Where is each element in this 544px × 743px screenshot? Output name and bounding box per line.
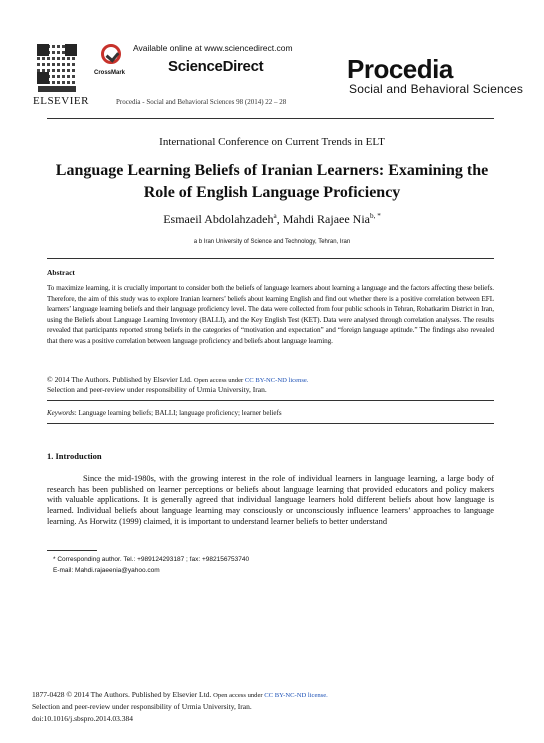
keywords [47, 409, 282, 417]
available-online-text: Available online at www.sciencedirect.com [133, 43, 293, 53]
keywords-bottom-divider [47, 423, 494, 424]
header-divider [47, 118, 494, 119]
footnote-corresponding-author: * Corresponding author. Tel.: +989124293187 ; fax: +982156753740 [53, 556, 250, 563]
footer-open-access-text: Open access under [213, 692, 265, 699]
procedia-logo: Procedia [347, 54, 453, 84]
sciencedirect-logo: ScienceDirect [168, 58, 264, 75]
authors [0, 212, 544, 227]
footnote-email: E-mail: Mahdi.rajaeenia@yahoo.com [53, 567, 160, 574]
author-2-sup: b, * [370, 212, 381, 220]
qr-code-image [37, 44, 77, 84]
abstract-heading: Abstract [47, 268, 75, 277]
abstract-top-divider [47, 258, 494, 259]
journal-reference: Procedia - Social and Behavioral Sciences 98 (2014) 22 – 28 [116, 98, 287, 106]
abstract-text: To maximize learning, it is crucially important to consider both the beliefs of language learners about learning a language and the factors affecting these beliefs. Therefore, the aim of this study was to explore Iranian learners’ beliefs about learning English and find out whether there is a positive correlation between EFL learners’ language learning beliefs and their language proficiency level. The data were collected from four public schools in Tehran, Robatkarim District in Iran, using the Beliefs about Language Learning Inventory (BALLI), and the Key English Test (KET). Data were analysed through correlation analyses. The results revealed that participants reported strong beliefs in the categories of “motivation and expectation” and “foreign language aptitude.” The findings also revealed that there was a positive correlation between language proficiency and beliefs about language learning. [47, 284, 494, 345]
author-2: Mahdi Rajaee Nia [282, 212, 371, 226]
author-separator: , [276, 212, 283, 226]
crossmark-icon[interactable] [101, 44, 121, 64]
keywords-label: Keywords [47, 409, 75, 417]
keywords-top-divider [47, 400, 494, 401]
conference-name: International Conference on Current Trends in ELT [159, 136, 385, 148]
footer-doi[interactable]: doi:10.1016/j.sbspro.2014.03.384 [32, 714, 134, 723]
keywords-text: : Language learning beliefs; BALLI; language proficiency; learner beliefs [74, 409, 282, 417]
elsevier-tree-logo [38, 86, 76, 92]
footer-copyright-text: 1877-0428 © 2014 The Authors. Published by Elsevier Ltd. [32, 690, 214, 699]
title-line-1: Language Learning Beliefs of Iranian Learners: Examining the [55, 162, 489, 179]
license-link[interactable]: CC BY-NC-ND license. [244, 377, 309, 384]
footer-peer-review: Selection and peer-review under responsibility of Urmia University, Iran. [32, 702, 252, 711]
copyright-line [47, 375, 308, 384]
section-heading-introduction: 1. Introduction [47, 451, 102, 461]
footer-copyright [32, 690, 328, 699]
author-1-sup: a [273, 212, 277, 220]
peer-review-line: Selection and peer-review under responsibility of Urmia University, Iran. [47, 385, 267, 394]
copyright-text: © 2014 The Authors. Published by Elsevier Ltd. [47, 375, 194, 384]
introduction-text: Since the mid-1980s, with the growing interest in the role of individual learners in language learning, a large body of research has been published on learner perceptions or beliefs about language learning that provided educators and policy makers with valuable applications. It is generally agreed that individual language learners hold different beliefs about how language is learned. Individual beliefs about language learning may consciously or unconsciously influence learners’ approaches to language learning. As Horwitz (1999) claimed, it is important to understand learner beliefs to better understand [47, 474, 494, 526]
procedia-subtitle: Social and Behavioral Sciences [349, 82, 524, 96]
affiliation: a b Iran University of Science and Technology, Tehran, Iran [193, 239, 351, 245]
elsevier-logo-text: ELSEVIER [33, 95, 89, 107]
open-access-text: Open access under [193, 377, 245, 384]
crossmark-label: CrossMark [94, 70, 126, 76]
footer-license-link[interactable]: CC BY-NC-ND license. [264, 692, 328, 699]
author-1: Esmaeil Abdolahzadeh [163, 212, 274, 226]
paper-title [40, 160, 504, 204]
footnote-rule [47, 550, 97, 551]
title-line-2: Role of English Language Proficiency [143, 184, 401, 201]
